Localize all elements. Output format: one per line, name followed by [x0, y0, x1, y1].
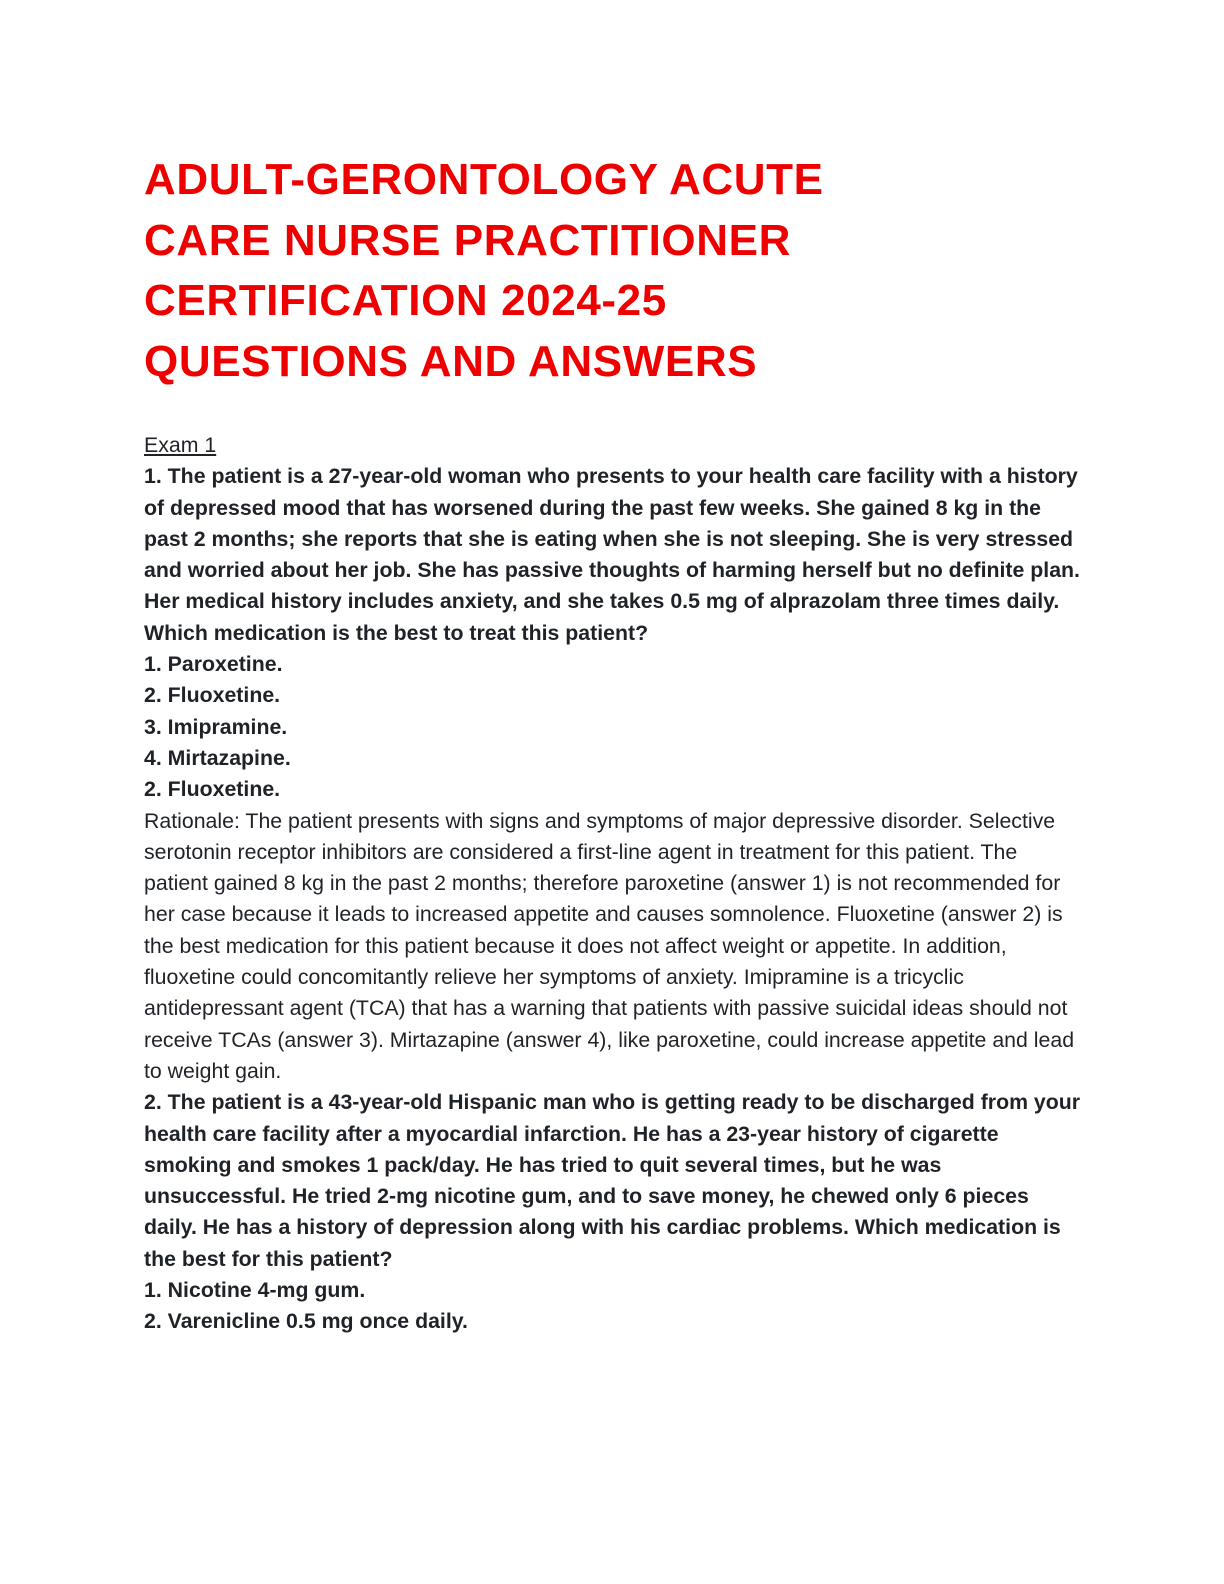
document-title [144, 150, 1084, 392]
question-stem: 1. The patient is a 27-year-old woman who presents to your health care facility with a history of depressed mood that has worsened during the past few weeks. She gained 8 kg in the past 2 months; she reports that she is eating when she is not sleeping. She is very stressed and worried about her job. She has passive thoughts of harming herself but no definite plan. Her medical history includes anxiety, and she takes 0.5 mg of alprazolam three times daily. Which medication is the best to treat this patient? [144, 464, 1080, 645]
question-1 [144, 461, 1084, 1087]
title-line: CERTIFICATION 2024-25 [144, 276, 667, 325]
question-stem: 2. The patient is a 43-year-old Hispanic man who is getting ready to be discharged from your health care facility after a myocardial infarction. He has a 23-year history of cigarette smoking and smokes 1 pack/day. He has tried to quit several times, but he was unsuccessful. He tried 2-mg nicotine gum, and to save money, he chewed only 6 pieces daily. He has a history of depression along with his cardiac problems. Which medication is the best for this patient? [144, 1090, 1081, 1271]
document-page [144, 150, 1084, 1338]
exam-content [144, 430, 1084, 1338]
title-line: ADULT-GERONTOLOGY ACUTE [144, 155, 824, 204]
title-line: CARE NURSE PRACTITIONER [144, 215, 791, 265]
exam-label: Exam 1 [144, 433, 217, 457]
answer-option: 4. Mirtazapine. [144, 745, 291, 770]
correct-answer: 2. Fluoxetine. [144, 777, 281, 802]
answer-option: 1. Nicotine 4-mg gum. [144, 1278, 366, 1303]
answer-option: 2. Varenicline 0.5 mg once daily. [144, 1309, 468, 1334]
answer-option: 1. Paroxetine. [144, 652, 283, 677]
answer-option: 2. Fluoxetine. [144, 683, 281, 708]
rationale: Rationale: The patient presents with signs and symptoms of major depressive disorder. Selective serotonin receptor inhibitors are considered a first-line agent in treatment for this patient. The patient gained 8 kg in the past 2 months; therefore paroxetine (answer 1) is not recommended for her case because it leads to increased appetite and causes somnolence. Fluoxetine (answer 2) is the best medication for this patient because it does not affect weight or appetite. In addition, fluoxetine could concomitantly relieve her symptoms of anxiety. Imipramine is a tricyclic antidepressant agent (TCA) that has a warning that patients with passive suicidal ideas should not receive TCAs (answer 3). Mirtazapine (answer 4), like paroxetine, could increase appetite and lead to weight gain. [144, 808, 1075, 1083]
question-2 [144, 1087, 1084, 1337]
answer-option: 3. Imipramine. [144, 714, 288, 739]
title-line: QUESTIONS AND ANSWERS [144, 336, 758, 386]
